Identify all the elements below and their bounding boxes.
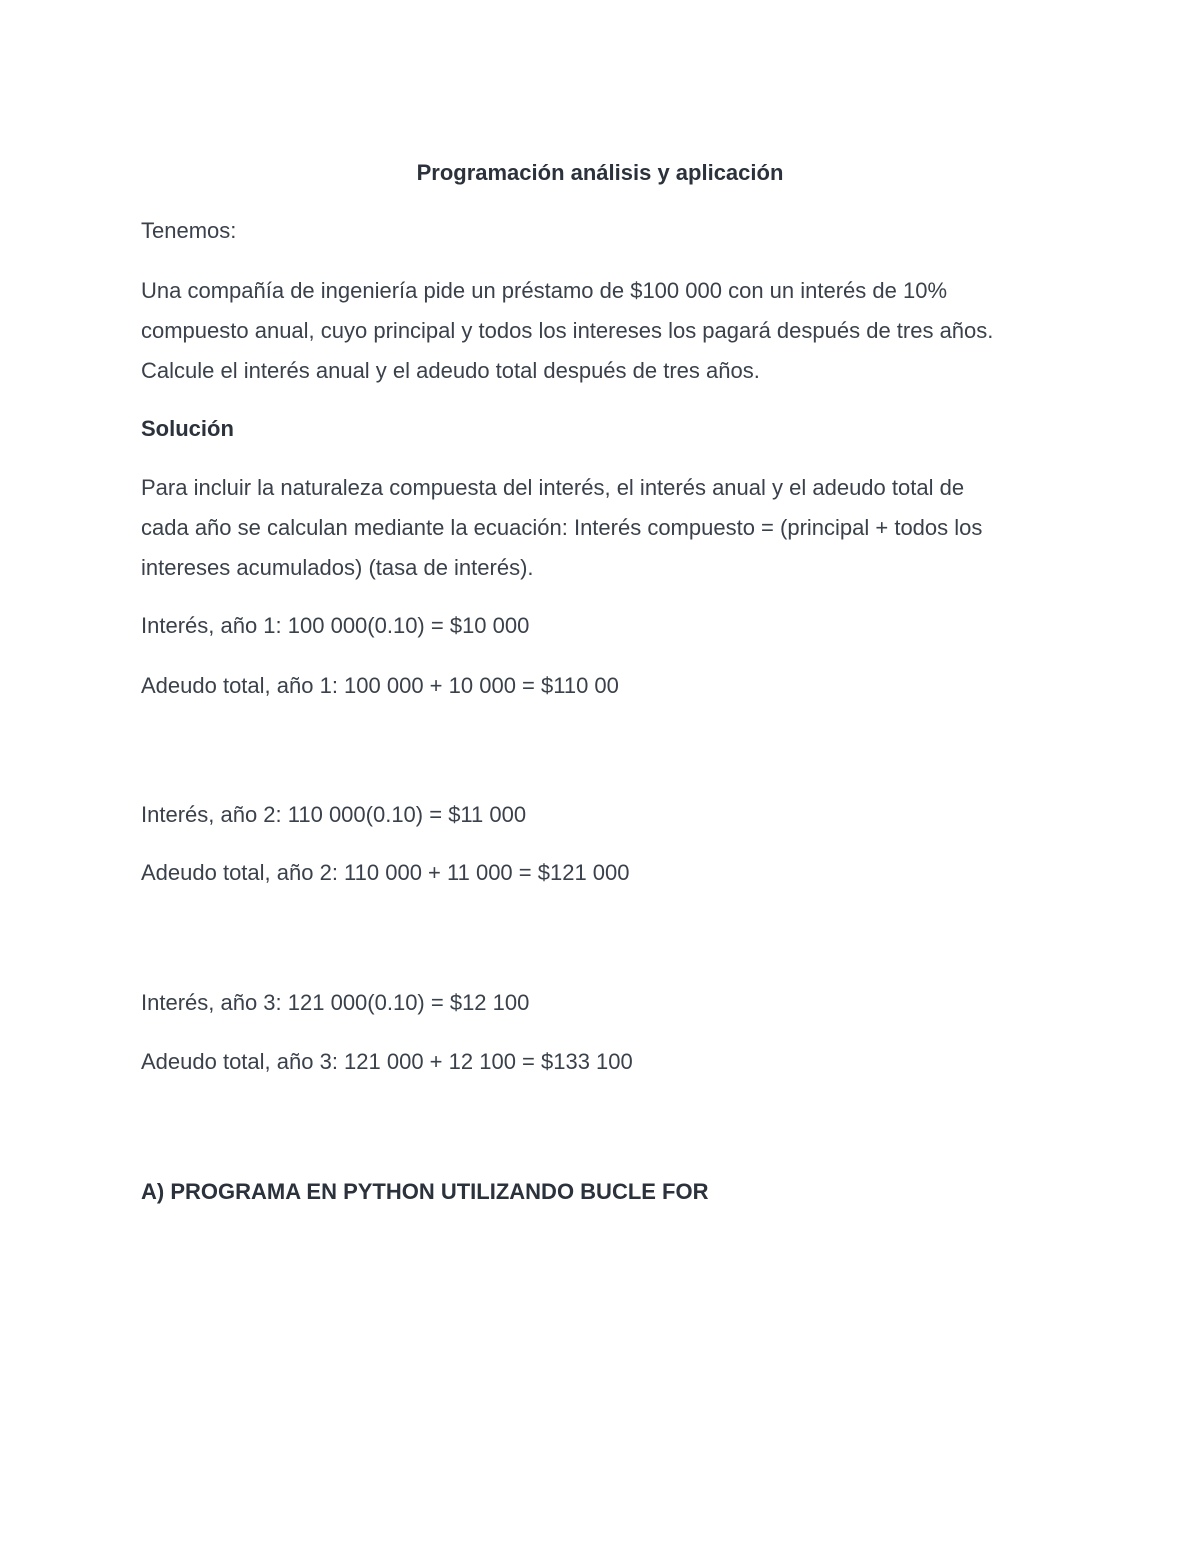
problem-line-1: Una compañía de ingeniería pide un préstamo de $100 000 con un interés de 10%: [141, 278, 948, 303]
problem-line-2: compuesto anual, cuyo principal y todos los intereses los pagará después de tres años.: [141, 318, 994, 343]
intro-label: Tenemos:: [141, 218, 237, 243]
year2-interest: Interés, año 2: 110 000(0.10) = $11 000: [141, 802, 527, 827]
year1-interest: Interés, año 1: 100 000(0.10) = $10 000: [141, 613, 530, 638]
year1-total: Adeudo total, año 1: 100 000 + 10 000 = $110 00: [141, 673, 619, 698]
year3-interest: Interés, año 3: 121 000(0.10) = $12 100: [141, 990, 530, 1015]
solution-line-1: Para incluir la naturaleza compuesta del interés, el interés anual y el adeudo total de: [141, 475, 965, 500]
solution-heading: Solución: [141, 416, 234, 441]
solution-line-3: intereses acumulados) (tasa de interés).: [141, 555, 534, 580]
problem-line-3: Calcule el interés anual y el adeudo total después de tres años.: [141, 358, 760, 383]
document-title: Programación análisis y aplicación: [416, 160, 784, 185]
year2-total: Adeudo total, año 2: 110 000 + 11 000 = $121 000: [141, 860, 630, 885]
solution-line-2: cada año se calculan mediante la ecuación: Interés compuesto = (principal + todos los: [141, 515, 983, 540]
section-a-heading: A) PROGRAMA EN PYTHON UTILIZANDO BUCLE FOR: [141, 1179, 709, 1204]
year3-total: Adeudo total, año 3: 121 000 + 12 100 = $133 100: [141, 1049, 633, 1074]
